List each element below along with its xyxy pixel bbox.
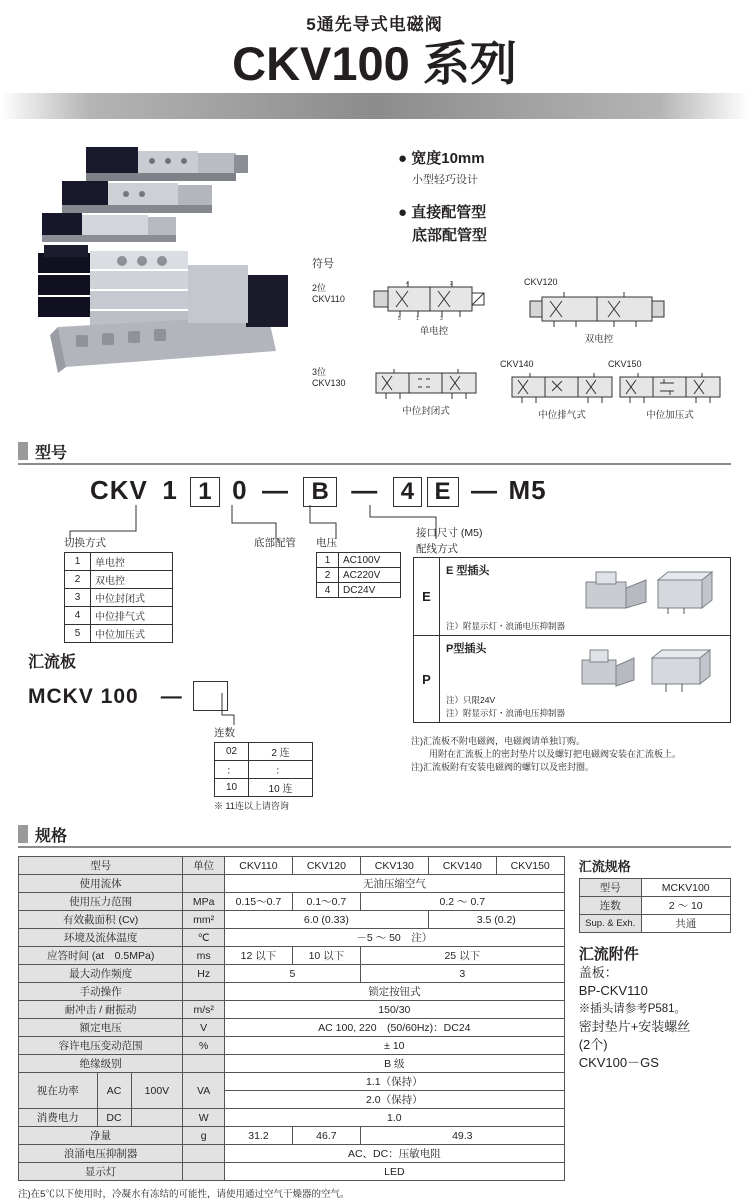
- accessory-line-5: (2个): [578, 1037, 608, 1052]
- power-consumption-spacer: [131, 1109, 182, 1126]
- wiring-title-e: E 型插头: [446, 565, 490, 577]
- code-digit-1: 1: [162, 475, 178, 505]
- table-row: [19, 947, 565, 965]
- manifold-stations-table: [214, 742, 313, 797]
- header-divider: [0, 93, 749, 119]
- table-row: [579, 915, 730, 933]
- row-label: 额定电压: [19, 1019, 183, 1037]
- wiring-note-p-2: 注）附显示灯・浪涌电压抑制器: [446, 708, 566, 718]
- row-value: 6.0 (0.33): [224, 911, 428, 929]
- page-header: [0, 0, 749, 91]
- feature-piping-1: ● 直接配管型: [398, 204, 487, 221]
- table-row: [19, 911, 565, 929]
- symbol-ckv110-diagram: [364, 277, 504, 321]
- wiring-panel: [413, 557, 731, 723]
- ac-label: AC: [97, 1073, 131, 1108]
- feature-width: ● 宽度10mm: [398, 150, 485, 167]
- code-box-switch: 1: [190, 477, 219, 507]
- row-unit: [183, 1055, 225, 1073]
- row-label: 净量: [19, 1127, 183, 1145]
- table-row: [19, 1001, 565, 1019]
- wiring-row-e: [414, 558, 730, 636]
- row-unit: [183, 1163, 225, 1181]
- table-row: [19, 1109, 565, 1127]
- voltage-name: AC220V: [339, 568, 401, 583]
- feature-piping-2: 底部配管型: [412, 227, 488, 244]
- switch-no: 4: [65, 607, 91, 625]
- row-label: 使用压力范围: [19, 893, 183, 911]
- svg-text:5: 5: [398, 316, 401, 321]
- switch-name: 中位封闭式: [91, 589, 173, 607]
- wiring-footnote-2: 用附在汇流板上的密封垫片以及螺钉把电磁阀安装在汇流板上。: [411, 749, 682, 759]
- switch-name: 中位加压式: [91, 625, 173, 643]
- manifold-stations-label: 连数: [214, 727, 235, 739]
- code-port-size: M5: [508, 475, 547, 505]
- symbol-section: [312, 255, 732, 435]
- table-row: [19, 1163, 565, 1181]
- row-value: AC 100, 220 (50/60Hz)：DC24: [224, 1019, 564, 1037]
- mfs-value: 2 ～ 10: [641, 897, 730, 915]
- symbol-ckv150-diagram: [608, 371, 732, 405]
- table-row: [19, 929, 565, 947]
- table-row: [19, 1127, 565, 1145]
- model-section-header: [18, 439, 731, 465]
- symbol-ckv140-label: CKV140: [500, 359, 534, 369]
- wiring-title-p: P型插头: [446, 643, 487, 655]
- table-row: [317, 583, 401, 598]
- accessory-line-4: 密封垫片+安装螺丝: [578, 1019, 691, 1034]
- table-row: [215, 779, 313, 797]
- row-value: 49.3: [360, 1127, 564, 1145]
- feature-width-note: 小型轻巧设计: [412, 174, 478, 186]
- row-unit: [183, 875, 225, 893]
- station-name: ：: [249, 761, 313, 779]
- spec-table: [18, 856, 565, 1181]
- row-value: 0.1～0.7: [292, 893, 360, 911]
- symbol-ckv120-label: CKV120: [524, 277, 558, 287]
- row-value: 10 以下: [292, 947, 360, 965]
- col-ckv120: CKV120: [292, 857, 360, 875]
- symbol-ckv120-diagram: [524, 289, 674, 329]
- port-size-label: 接口尺寸 (M5): [416, 527, 483, 539]
- accessory-line-2: BP-CKV110: [578, 983, 648, 998]
- table-row: [19, 875, 565, 893]
- product-overview: [0, 119, 749, 439]
- wiring-key-e: E: [414, 558, 440, 635]
- row-label: 环境及流体温度: [19, 929, 183, 947]
- manifold-stations-block: [214, 725, 313, 813]
- voltage-table: [316, 552, 401, 598]
- row-value: 5: [224, 965, 360, 983]
- table-row: [579, 879, 730, 897]
- power-consumption-label: 消费电力: [36, 1112, 79, 1124]
- row-value: 锁定按钮式: [224, 983, 564, 1001]
- row-value: －5 ～ 50 注）: [224, 929, 564, 947]
- col-ckv110: CKV110: [224, 857, 292, 875]
- table-row: [19, 1037, 565, 1055]
- svg-text:3: 3: [440, 316, 443, 321]
- row-value: 1.0: [224, 1109, 564, 1127]
- voltage-label: 电压: [316, 537, 337, 549]
- symbol-ckv130-caption: 中位封闭式: [402, 406, 450, 417]
- table-row: [65, 607, 173, 625]
- station-no: 10: [215, 779, 249, 797]
- table-row: [317, 568, 401, 583]
- voltage-no: 2: [317, 568, 339, 583]
- row-value: 2.0（保持）: [224, 1091, 564, 1109]
- row-unit: m/s²: [183, 1001, 225, 1019]
- row-label: 浪涌电压抑制器: [19, 1145, 183, 1163]
- row-unit: [183, 983, 225, 1001]
- row-label: 手动操作: [19, 983, 183, 1001]
- switch-no: 3: [65, 589, 91, 607]
- row-unit: %: [183, 1037, 225, 1055]
- table-header-row: [19, 857, 565, 875]
- table-row: [215, 761, 313, 779]
- row-value: 3: [360, 965, 564, 983]
- table-row: [19, 1073, 565, 1091]
- symbol-ckv140-diagram: [500, 371, 624, 405]
- row-label: 应答时间 (at 0.5MPa): [19, 947, 183, 965]
- symbol-ckv150-caption: 中位加压式: [646, 410, 694, 421]
- row-label: 容许电压变动范围: [19, 1037, 183, 1055]
- symbol-ckv140-caption: 中位排气式: [538, 410, 586, 421]
- code-dash-1: —: [262, 475, 290, 505]
- row-label-apparent-power: [19, 1073, 183, 1109]
- code-dash-3: —: [471, 475, 498, 505]
- row-value: 1.1（保持）: [224, 1073, 564, 1091]
- mfs-value: MCKV100: [641, 879, 730, 897]
- station-name: 10 连: [249, 779, 313, 797]
- model-section-title: 型号: [35, 444, 68, 462]
- row-unit: ℃: [183, 929, 225, 947]
- symbol-ckv130-diagram: [364, 367, 488, 401]
- wiring-note-e: 注）附显示灯・浪涌电压抑制器: [446, 621, 566, 631]
- row-label: 绝缘级别: [19, 1055, 183, 1073]
- table-row: [19, 1145, 565, 1163]
- row-value: 无油压缩空气: [224, 875, 564, 893]
- spec-footnote: 注)在5℃以下使用时，冷凝水有冻结的可能性，请使用通过空气干燥器的空气。: [18, 1189, 350, 1200]
- plug-p-illustration: [572, 642, 722, 694]
- switch-name: 单电控: [91, 553, 173, 571]
- symbol-ckv120-caption: 双电控: [584, 334, 614, 345]
- table-row: [65, 589, 173, 607]
- row-value: 46.7: [292, 1127, 360, 1145]
- wiring-key-p: P: [414, 636, 440, 722]
- code-box-wiring: E: [427, 477, 459, 507]
- switch-no: 1: [65, 553, 91, 571]
- mfs-value: 共通: [641, 915, 730, 933]
- accessories-title: 汇流附件: [578, 946, 639, 963]
- col-ckv140: CKV140: [428, 857, 496, 875]
- code-digit-0: 0: [232, 475, 248, 505]
- manifold-code: MCKV 100 —: [28, 685, 183, 708]
- table-row: [65, 625, 173, 643]
- voltage-no: 1: [317, 553, 339, 568]
- symbol-group2-label-2: CKV130: [312, 378, 346, 388]
- switch-type-label: 切换方式: [64, 537, 106, 549]
- symbol-ckv150-label: CKV150: [608, 359, 642, 369]
- switch-name: 中位排气式: [91, 607, 173, 625]
- station-no: ：: [215, 761, 249, 779]
- manifold-spec-block: [579, 856, 731, 1072]
- page-title: CKV100 系列: [232, 37, 517, 90]
- row-value: B 级: [224, 1055, 564, 1073]
- voltage-name: DC24V: [339, 583, 401, 598]
- row-label: 耐冲击 / 耐振动: [19, 1001, 183, 1019]
- row-unit: VA: [183, 1073, 225, 1109]
- row-value: AC、DC：压敏电阻: [224, 1145, 564, 1163]
- row-value: LED: [224, 1163, 564, 1181]
- row-label: 使用流体: [19, 875, 183, 893]
- table-row: [19, 1019, 565, 1037]
- manifold-note: ※ 11连以上请咨询: [214, 801, 289, 811]
- row-unit: MPa: [183, 893, 225, 911]
- section-marker-icon: [18, 825, 28, 843]
- switch-name: 双电控: [91, 571, 173, 589]
- svg-text:1: 1: [416, 316, 419, 321]
- table-row: [65, 571, 173, 589]
- symbol-group1-label-2: CKV110: [312, 294, 345, 304]
- wiring-note-p-1: 注）只限24V: [446, 695, 496, 705]
- symbol-group1-label-1: 2位: [312, 283, 327, 293]
- dc-label: DC: [97, 1109, 131, 1126]
- spec-section-title: 规格: [35, 827, 68, 845]
- col-ckv150: CKV150: [496, 857, 564, 875]
- table-row: [215, 743, 313, 761]
- row-unit: Hz: [183, 965, 225, 983]
- row-label: 显示灯: [19, 1163, 183, 1181]
- voltage-100v: 100V: [144, 1084, 170, 1097]
- row-value: 3.5 (0.2): [428, 911, 564, 929]
- code-box-voltage: 4: [393, 477, 422, 507]
- table-row: [19, 965, 565, 983]
- symbol-heading: 符号: [312, 258, 334, 270]
- manifold-spec-title: 汇流规格: [578, 859, 631, 874]
- bottom-piping-label: 底部配管: [254, 537, 296, 549]
- table-row: [65, 553, 173, 571]
- accessory-line-3: ※插头请参考P581。: [578, 1003, 687, 1015]
- svg-text:4: 4: [406, 281, 409, 287]
- station-name: 2 连: [249, 743, 313, 761]
- symbol-group2-label-1: 3位: [312, 367, 327, 377]
- table-row: [317, 553, 401, 568]
- manifold-spec-table: [579, 878, 731, 933]
- accessory-line-1: 盖板：: [578, 965, 618, 980]
- code-prefix: CKV: [90, 475, 148, 505]
- table-row: [19, 983, 565, 1001]
- spec-section: [18, 822, 731, 1200]
- row-label: 最大动作频度: [19, 965, 183, 983]
- mfs-label: 型号: [579, 879, 641, 897]
- code-dash-2: —: [351, 475, 379, 505]
- manifold-title: 汇流板: [28, 654, 77, 671]
- voltage-block: [316, 535, 401, 598]
- table-row: [579, 897, 730, 915]
- wiring-footnote-1: 注)汇流板不附电磁阀，电磁阀请单独订购。: [411, 736, 585, 746]
- switch-no: 2: [65, 571, 91, 589]
- row-value: 150/30: [224, 1001, 564, 1019]
- row-unit: ms: [183, 947, 225, 965]
- voltage-no: 4: [317, 583, 339, 598]
- row-value: ± 10: [224, 1037, 564, 1055]
- row-value: 12 以下: [224, 947, 292, 965]
- table-row: [19, 1055, 565, 1073]
- col-ckv130: CKV130: [360, 857, 428, 875]
- row-label: 有效截面积 (Cv): [19, 911, 183, 929]
- section-marker-icon: [18, 442, 28, 460]
- row-unit: W: [183, 1109, 225, 1127]
- accessory-line-6: CKV100－GS: [578, 1055, 659, 1070]
- mfs-label: 连数: [579, 897, 641, 915]
- header-subtitle: 5通先导式电磁阀: [306, 15, 443, 34]
- station-no: 02: [215, 743, 249, 761]
- wiring-label: 配线方式: [416, 543, 458, 555]
- row-unit: [183, 1145, 225, 1163]
- code-box-bottom-piping: B: [303, 477, 336, 507]
- col-unit: 单位: [183, 857, 225, 875]
- symbol-ckv110-caption: 单电控: [419, 326, 449, 337]
- wiring-footnote-3: 注)汇流板附有安装电磁阀的螺钉以及密封圈。: [411, 762, 594, 772]
- model-section: [18, 439, 731, 818]
- row-unit: mm²: [183, 911, 225, 929]
- valve-photo-manifold: [18, 231, 318, 391]
- wiring-row-p: [414, 636, 730, 722]
- mfs-label: Sup. & Exh.: [579, 915, 641, 933]
- row-value: 0.2 ～ 0.7: [360, 893, 564, 911]
- row-value: 0.15～0.7: [224, 893, 292, 911]
- svg-text:2: 2: [450, 281, 453, 287]
- switch-no: 5: [65, 625, 91, 643]
- row-unit: V: [183, 1019, 225, 1037]
- voltage-name: AC100V: [339, 553, 401, 568]
- spec-section-header: [18, 822, 731, 848]
- switch-type-table: [64, 552, 173, 643]
- row-value: 25 以下: [360, 947, 564, 965]
- feature-list: [398, 147, 487, 247]
- plug-e-illustration: [572, 568, 722, 616]
- row-unit: g: [183, 1127, 225, 1145]
- switch-type-block: [64, 535, 173, 643]
- row-value: 31.2: [224, 1127, 292, 1145]
- apparent-power-label: 视在功率: [36, 1085, 79, 1097]
- wiring-footnotes: [411, 735, 731, 774]
- row-label-power-consumption: [19, 1109, 183, 1127]
- col-model: 型号: [19, 857, 183, 875]
- table-row: [19, 893, 565, 911]
